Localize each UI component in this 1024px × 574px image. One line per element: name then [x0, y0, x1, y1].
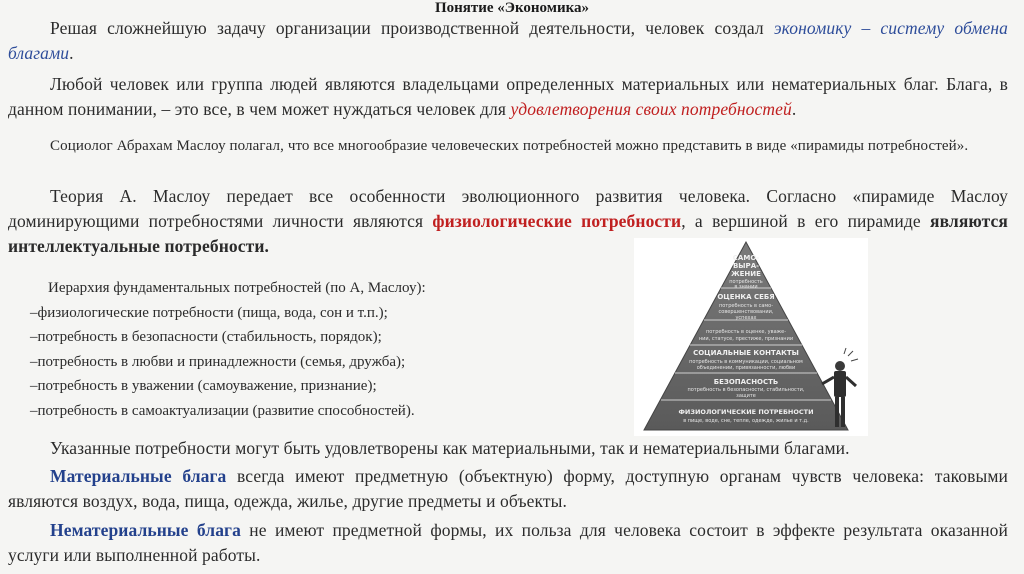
paragraph-text: Любой человек или группа людей являются владельцами определенных материальных или нематериальных благ. Блага, в данном понимании, – это все, в чем может нуждаться человек для — [8, 74, 1008, 119]
pyramid-level-sub: защите — [736, 393, 756, 399]
physiological-highlight: физиологические потребности — [432, 211, 682, 231]
paragraph-satisfy — [8, 436, 1008, 461]
pyramid-level-title: БЕЗОПАСНОСТЬ — [713, 378, 779, 386]
pyramid-level-sub: объединении, привязанности, любви — [696, 365, 796, 371]
paragraph-goods — [8, 72, 1008, 122]
pyramid-svg — [634, 238, 868, 436]
list-item: –потребность в уважении (самоуважение, признание); — [30, 378, 377, 394]
pyramid-level-sub: совершенствовании, — [718, 309, 774, 315]
paragraph-text: Теория А. Маслоу передает все особенности эволюционного развития человека. Согласно «пирамиде Маслоу доминирующими потребностями личности являются — [8, 186, 1008, 231]
paragraph-end: . — [69, 43, 74, 63]
paragraph-text: Социолог Абрахам Маслоу полагал, что все многообразие человеческих потребностей можно представить в виде «пирамиды потребностей». — [50, 138, 969, 154]
pyramid-level-sub: потребность в оценке, уваже- — [705, 329, 787, 335]
pyramid-level-sub: в знании — [734, 284, 758, 290]
pyramid-level-title: СОЦИАЛЬНЫЕ КОНТАКТЫ — [693, 349, 799, 357]
list-item: –физиологические потребности (пища, вода, сон и т.п.); — [30, 304, 388, 321]
economy-highlight: экономику – систему обмена благами — [8, 18, 1009, 63]
paragraph-text-mid: , а вершиной в его пирамиде — [681, 211, 931, 231]
needs-highlight: удовлетворения своих потребностей — [510, 99, 792, 119]
pyramid-level-title: ВЫРА- — [732, 262, 760, 270]
maslow-pyramid-image — [634, 238, 868, 436]
paragraph-economy — [8, 16, 1008, 66]
list-item: –потребность в самоактуализации (развитие способностей). — [30, 402, 415, 419]
paragraph-maslow — [8, 134, 1008, 158]
paragraph-text: не имеют предметной формы, их польза для человека состоит в эффекте результата оказанной услуги или выполненной работы. — [8, 520, 1008, 565]
paragraph-text: Решая сложнейшую задачу организации производственной деятельности, человек создал — [50, 18, 774, 38]
paragraph-material — [8, 464, 1008, 514]
hierarchy-list — [30, 276, 620, 423]
pyramid-level-sub: в пище, воде, сне, тепле, одежде, жилье и т.д. — [683, 418, 809, 424]
list-item: –потребность в любви и принадлежности (семья, дружба); — [30, 353, 406, 370]
pyramid-level-title: ОЦЕНКА СЕБЯ — [717, 293, 775, 301]
paragraph-text: Указанные потребности могут быть удовлетворены как материальными, так и нематериальными благами. — [50, 438, 850, 458]
hierarchy-head: Иерархия фундаментальных потребностей (по А, Маслоу): — [48, 280, 426, 296]
pyramid-level-sub: потребность — [729, 279, 763, 285]
immaterial-goods-term: Нематериальные блага — [50, 520, 241, 540]
material-goods-term: Материальные блага — [50, 466, 227, 486]
pyramid-level-sub: потребность в безопасности, стабильности, — [687, 387, 805, 393]
paragraph-end: . — [791, 99, 797, 119]
pyramid-level-title: САМО- — [732, 254, 760, 262]
pyramid-level-title: ЖЕНИЕ — [731, 270, 761, 278]
paragraph-immaterial — [8, 518, 1008, 568]
pyramid-level-sub: нии, статусе, престиже, признании — [698, 336, 794, 342]
pyramid-level-title: ФИЗИОЛОГИЧЕСКИЕ ПОТРЕБНОСТИ — [678, 408, 814, 416]
pyramid-level-sub: потребность в коммуникации, социальном — [689, 359, 803, 365]
paragraph-text: всегда имеют предметную (объектную) форму, доступную органам чувств человека: таковыми являются воздух, вода, пища, одежда, жилье, другие предметы и объекты. — [8, 466, 1008, 511]
pyramid-level-sub: потребность в само- — [718, 303, 774, 309]
pyramid-level-sub: успехах — [735, 315, 757, 321]
intellectual-bold: являются интеллектуальные потребности. — [8, 211, 1008, 256]
page-title: Понятие «Экономика» — [434, 0, 590, 16]
list-item: –потребность в безопасности (стабильность, порядок); — [30, 329, 382, 345]
